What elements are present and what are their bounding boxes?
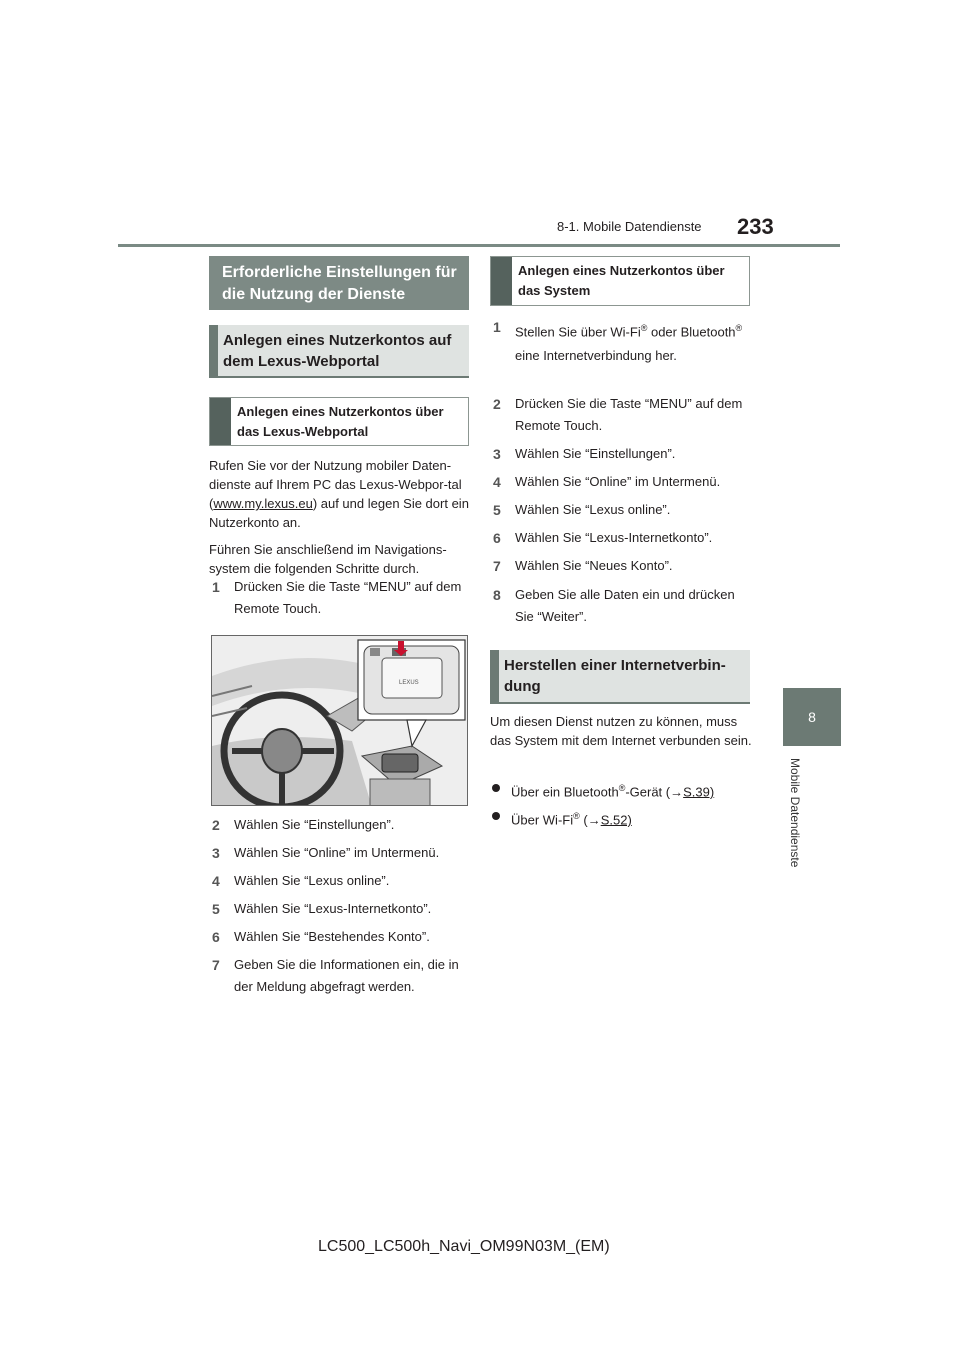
heading-internet-bar (490, 650, 499, 702)
heading-minor-right-text: Anlegen eines Nutzerkontos über das System (518, 263, 725, 298)
left-step-7-number: 7 (212, 957, 220, 973)
bullet-dot-icon (492, 812, 500, 820)
right-step-6-number: 6 (493, 530, 501, 546)
intro-paragraph (209, 456, 471, 532)
left-step-2-text: Wählen Sie “Einstellungen”. (234, 817, 395, 832)
heading-main (209, 256, 469, 310)
left-step-7-text: Geben Sie die Informationen ein, die in der Meldung abgefragt werden. (234, 957, 459, 994)
left-step-2-number: 2 (212, 817, 220, 833)
heading-main-text: Erforderliche Einstellungen für die Nutzung der Dienste (222, 264, 457, 303)
heading-minor-right (490, 256, 750, 306)
page-ref-39[interactable]: S.39) (683, 784, 715, 800)
right-step-8-text: Geben Sie alle Daten ein und drücken Sie “Weiter”. (515, 587, 735, 624)
bullet-wifi-text: Über Wi-Fi® (→S.52) (511, 811, 632, 828)
left-step-6-number: 6 (212, 929, 220, 945)
right-step-2-text: Drücken Sie die Taste “MENU” auf dem Remote Touch. (515, 396, 743, 433)
header-rule (118, 244, 840, 247)
instruction-paragraph: Führen Sie anschließend im Navigations-system die folgenden Schritte durch. (209, 542, 447, 576)
right-step-6-text: Wählen Sie “Lexus-Internetkonto”. (515, 530, 713, 545)
intro-text-a: Rufen Sie vor der Nutzung mobiler Daten-dienste auf Ihrem PC das Lexus-Webpor-tal ( (209, 458, 462, 511)
footer-doc-code: LC500_LC500h_Navi_OM99N03M_(EM) (318, 1238, 610, 1255)
heading-minor-text: Anlegen eines Nutzerkontos über das Lexus-Webportal (237, 404, 444, 439)
right-step-7-text: Wählen Sie “Neues Konto”. (515, 558, 673, 573)
page-number: 233 (737, 214, 774, 239)
right-step-5-text: Wählen Sie “Lexus online”. (515, 502, 671, 517)
left-step-3-number: 3 (212, 845, 220, 861)
heading-minor-right-bar (491, 257, 512, 305)
heading-internet-text: Herstellen einer Internetverbin-dung (504, 657, 726, 695)
right-step-2-number: 2 (493, 396, 501, 412)
left-step-6-text: Wählen Sie “Bestehendes Konto”. (234, 929, 430, 944)
heading-sub-bar (209, 325, 218, 376)
arrow-icon: → (670, 784, 684, 800)
right-step-4-text: Wählen Sie “Online” im Untermenü. (515, 474, 721, 489)
bullet-bluetooth-text: Über ein Bluetooth®-Gerät (→S.39) (511, 783, 715, 800)
right-step-3-number: 3 (493, 446, 501, 462)
left-step-3-text: Wählen Sie “Online” im Untermenü. (234, 845, 440, 860)
chapter-label: Mobile Datendienste (788, 758, 802, 868)
page-ref-52[interactable]: S.52) (600, 812, 632, 828)
left-step-5-number: 5 (212, 901, 220, 917)
bullet-dot-icon (492, 784, 500, 792)
intro-text-b: ) auf und legen Sie dort ein Nutzerkonto an. (209, 496, 469, 530)
remote-touch-figure (211, 635, 468, 806)
chapter-tab (783, 688, 841, 746)
figure-lexus-label: LEXUS (399, 680, 419, 686)
heading-minor (209, 397, 469, 446)
heading-internet (490, 650, 750, 704)
car-interior-illustration (212, 636, 468, 806)
heading-sub (209, 325, 469, 378)
heading-sub-text: Anlegen eines Nutzerkontos auf dem Lexus-Webportal (223, 332, 452, 370)
right-step-8-number: 8 (493, 587, 501, 603)
right-step-5-number: 5 (493, 502, 501, 518)
right-step-3-text: Wählen Sie “Einstellungen”. (515, 446, 676, 461)
left-step-1-number: 1 (212, 579, 220, 595)
left-step-5-text: Wählen Sie “Lexus-Internetkonto”. (234, 901, 432, 916)
right-step-4-number: 4 (493, 474, 501, 490)
arrow-icon: → (587, 812, 601, 828)
left-step-4-number: 4 (212, 873, 220, 889)
lexus-portal-link[interactable]: www.my.lexus.eu (213, 496, 313, 511)
chapter-number: 8 (808, 709, 816, 725)
right-step-7-number: 7 (493, 558, 501, 574)
left-step-1-text: Drücken Sie die Taste “MENU” auf dem Remote Touch. (234, 579, 462, 616)
section-title: 8-1. Mobile Datendienste (557, 219, 702, 234)
left-step-4-text: Wählen Sie “Lexus online”. (234, 873, 390, 888)
right-step-1-number: 1 (493, 319, 501, 335)
heading-minor-bar (210, 398, 231, 445)
right-step-1-text: Stellen Sie über Wi-Fi® oder Bluetooth® eine Internetverbindung her. (515, 323, 743, 364)
internet-paragraph: Um diesen Dienst nutzen zu können, muss das System mit dem Internet verbunden sein. (490, 714, 752, 748)
